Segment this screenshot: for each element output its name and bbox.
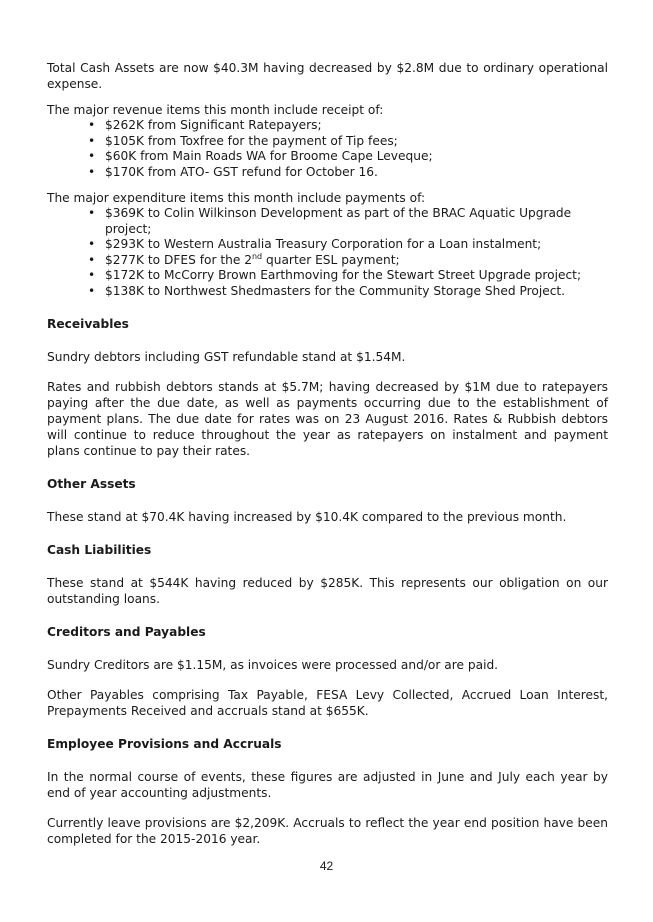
expenditure-intro: The major expenditure items this month include payments of: bbox=[47, 191, 426, 205]
list-item bbox=[105, 253, 608, 269]
list-item: • $60K from Main Roads WA for Broome Cape Leveque; bbox=[105, 149, 608, 165]
other-assets-heading: Other Assets bbox=[47, 477, 136, 491]
list-item-text: $277K to DFES for the 2 bbox=[105, 252, 252, 267]
employee-paragraph-2: Currently leave provisions are $2,209K. Accruals to reflect the year end position have been completed for the 2015-2016 year. bbox=[47, 816, 608, 846]
document-body bbox=[47, 60, 608, 847]
creditors-heading: Creditors and Payables bbox=[47, 625, 206, 639]
ordinal-superscript: nd bbox=[251, 251, 263, 261]
list-item-text: quarter ESL payment; bbox=[262, 252, 400, 267]
receivables-heading: Receivables bbox=[47, 317, 129, 331]
revenue-intro: The major revenue items this month include receipt of: bbox=[47, 103, 384, 117]
creditors-paragraph-1: Sundry Creditors are $1.15M, as invoices were processed and/or are paid. bbox=[47, 658, 499, 672]
creditors-paragraph-2: Other Payables comprising Tax Payable, FESA Levy Collected, Accrued Loan Interest, Prepayments Received and accruals stand at $655K. bbox=[47, 688, 608, 718]
list-item: • $172K to McCorry Brown Earthmoving for the Stewart Street Upgrade project; bbox=[105, 268, 608, 284]
list-item: • $293K to Western Australia Treasury Corporation for a Loan instalment; bbox=[105, 237, 608, 253]
page-number: 42 bbox=[319, 859, 334, 873]
expenditure-list bbox=[47, 206, 608, 299]
list-item: • $369K to Colin Wilkinson Development as part of the BRAC Aquatic Upgrade project; bbox=[105, 206, 608, 237]
other-assets-paragraph: These stand at $70.4K having increased by $10.4K compared to the previous month. bbox=[47, 510, 567, 524]
list-item: • $105K from Toxfree for the payment of Tip fees; bbox=[105, 134, 608, 150]
cash-assets-paragraph: Total Cash Assets are now $40.3M having decreased by $2.8M due to ordinary operational expense. bbox=[47, 61, 608, 91]
receivables-paragraph-2: Rates and rubbish debtors stands at $5.7M; having decreased by $1M due to ratepayers paying after the due date, as well as payments occurring due to the establishment of payment plans. The due date for rates was on 23 August 2016. Rates & Rubbish debtors will continue to reduce throughout the year as ratepayers on instalment and payment plans continue to pay their rates. bbox=[47, 380, 608, 458]
receivables-paragraph-1: Sundry debtors including GST refundable stand at $1.54M. bbox=[47, 350, 406, 364]
revenue-list bbox=[47, 118, 608, 180]
list-item: • $170K from ATO- GST refund for October 16. bbox=[105, 165, 608, 181]
employee-provisions-heading: Employee Provisions and Accruals bbox=[47, 737, 282, 751]
cash-liabilities-paragraph: These stand at $544K having reduced by $285K. This represents our obligation on our outstanding loans. bbox=[47, 576, 608, 606]
list-item: • $138K to Northwest Shedmasters for the Community Storage Shed Project. bbox=[105, 284, 608, 300]
cash-liabilities-heading: Cash Liabilities bbox=[47, 543, 152, 557]
employee-paragraph-1: In the normal course of events, these figures are adjusted in June and July each year by end of year accounting adjustments. bbox=[47, 770, 608, 800]
list-item: • $262K from Significant Ratepayers; bbox=[105, 118, 608, 134]
